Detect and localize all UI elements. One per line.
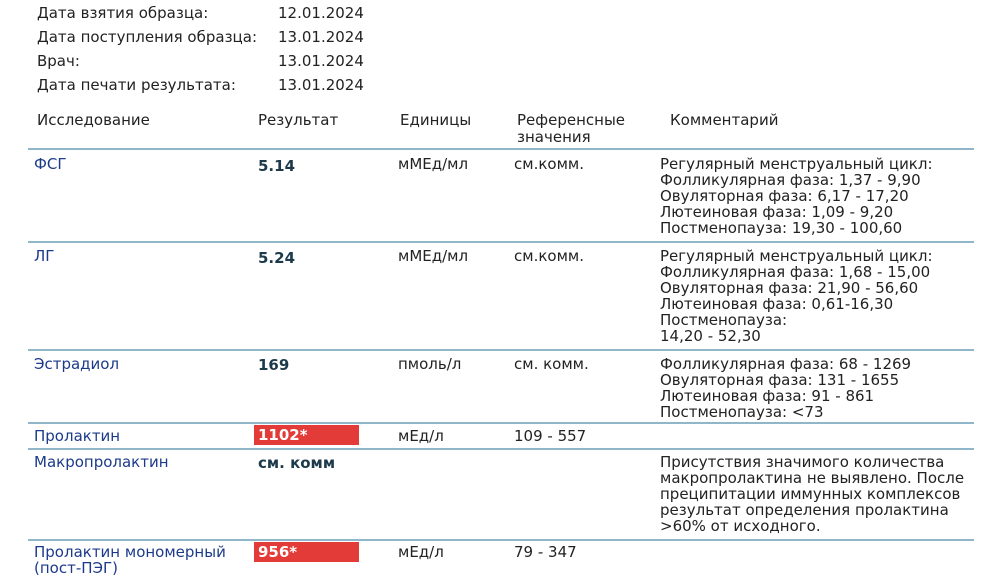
test-result: 5.24 [258, 249, 296, 267]
test-name: ФСГ [34, 155, 67, 173]
test-result: см. комм [258, 454, 336, 472]
test-name: Пролактин [34, 427, 121, 445]
test-comment: Фолликулярная фаза: 68 - 1269 Овуляторная фаза: 131 - 1655 Лютеиновая фаза: 91 - 861 Постменопауза: <73 [660, 355, 912, 421]
test-result: 169 [258, 356, 290, 374]
header-study: Исследование [37, 111, 150, 129]
test-name: Макропролактин [34, 453, 169, 471]
test-reference: 79 - 347 [514, 543, 577, 561]
meta-value-doctor: 13.01.2024 [278, 52, 364, 70]
test-name: Пролактин мономерный (пост-ПЭГ) [34, 543, 226, 577]
test-reference: см. комм. [514, 355, 589, 373]
table-row [28, 425, 974, 447]
meta-value-sample-taken: 12.01.2024 [278, 4, 364, 22]
test-comment: Присутствия значимого количества макропролактина не выявлено. После преципитации иммунных комплексов результат определения пролактина >60% от исходного. [660, 453, 965, 535]
test-result-flagged: 1102* [254, 425, 359, 445]
header-units: Единицы [400, 111, 472, 129]
meta-label-sample-taken: Дата взятия образца: [37, 4, 209, 22]
test-name: Эстрадиол [34, 355, 120, 373]
test-unit: мМЕд/мл [398, 155, 469, 173]
test-reference: 109 - 557 [514, 427, 587, 445]
row-divider [28, 349, 974, 351]
header-comment: Комментарий [670, 111, 779, 129]
table-row [28, 453, 974, 538]
header-result: Результат [258, 111, 339, 129]
header-reference: Референсные значения [517, 111, 626, 146]
row-divider [28, 241, 974, 243]
row-divider [28, 448, 974, 450]
table-row [28, 154, 974, 240]
row-divider [28, 148, 974, 150]
meta-value-sample-received: 13.01.2024 [278, 28, 364, 46]
test-comment: Регулярный менструальный цикл: Фолликулярная фаза: 1,37 - 9,90 Овуляторная фаза: 6,17 - 17,20 Лютеиновая фаза: 1,09 - 9,20 Постменопауза: 19,30 - 100,60 [660, 155, 933, 237]
test-result: 5.14 [258, 157, 296, 175]
test-unit: мЕд/л [398, 543, 444, 561]
row-divider [28, 422, 974, 424]
meta-label-print-date: Дата печати результата: [37, 76, 236, 94]
test-unit: мЕд/л [398, 427, 444, 445]
test-name: ЛГ [34, 247, 55, 265]
table-row [28, 355, 974, 421]
row-divider [28, 539, 974, 541]
test-comment: Регулярный менструальный цикл: Фолликулярная фаза: 1,68 - 15,00 Овуляторная фаза: 21,90 - 56,60 Лютеиновая фаза: 0,61-16,30 Постменопауза: 14,20 - 52,30 [660, 247, 933, 345]
test-unit: пмоль/л [398, 355, 462, 373]
test-unit: мМЕд/мл [398, 247, 469, 265]
meta-label-sample-received: Дата поступления образца: [37, 28, 257, 46]
meta-label-doctor: Врач: [37, 52, 80, 70]
test-result-flagged: 956* [254, 542, 359, 562]
table-row [28, 246, 974, 348]
test-reference: см.комм. [514, 155, 584, 173]
test-reference: см.комм. [514, 247, 584, 265]
meta-value-print-date: 13.01.2024 [278, 76, 364, 94]
table-row [28, 542, 974, 582]
